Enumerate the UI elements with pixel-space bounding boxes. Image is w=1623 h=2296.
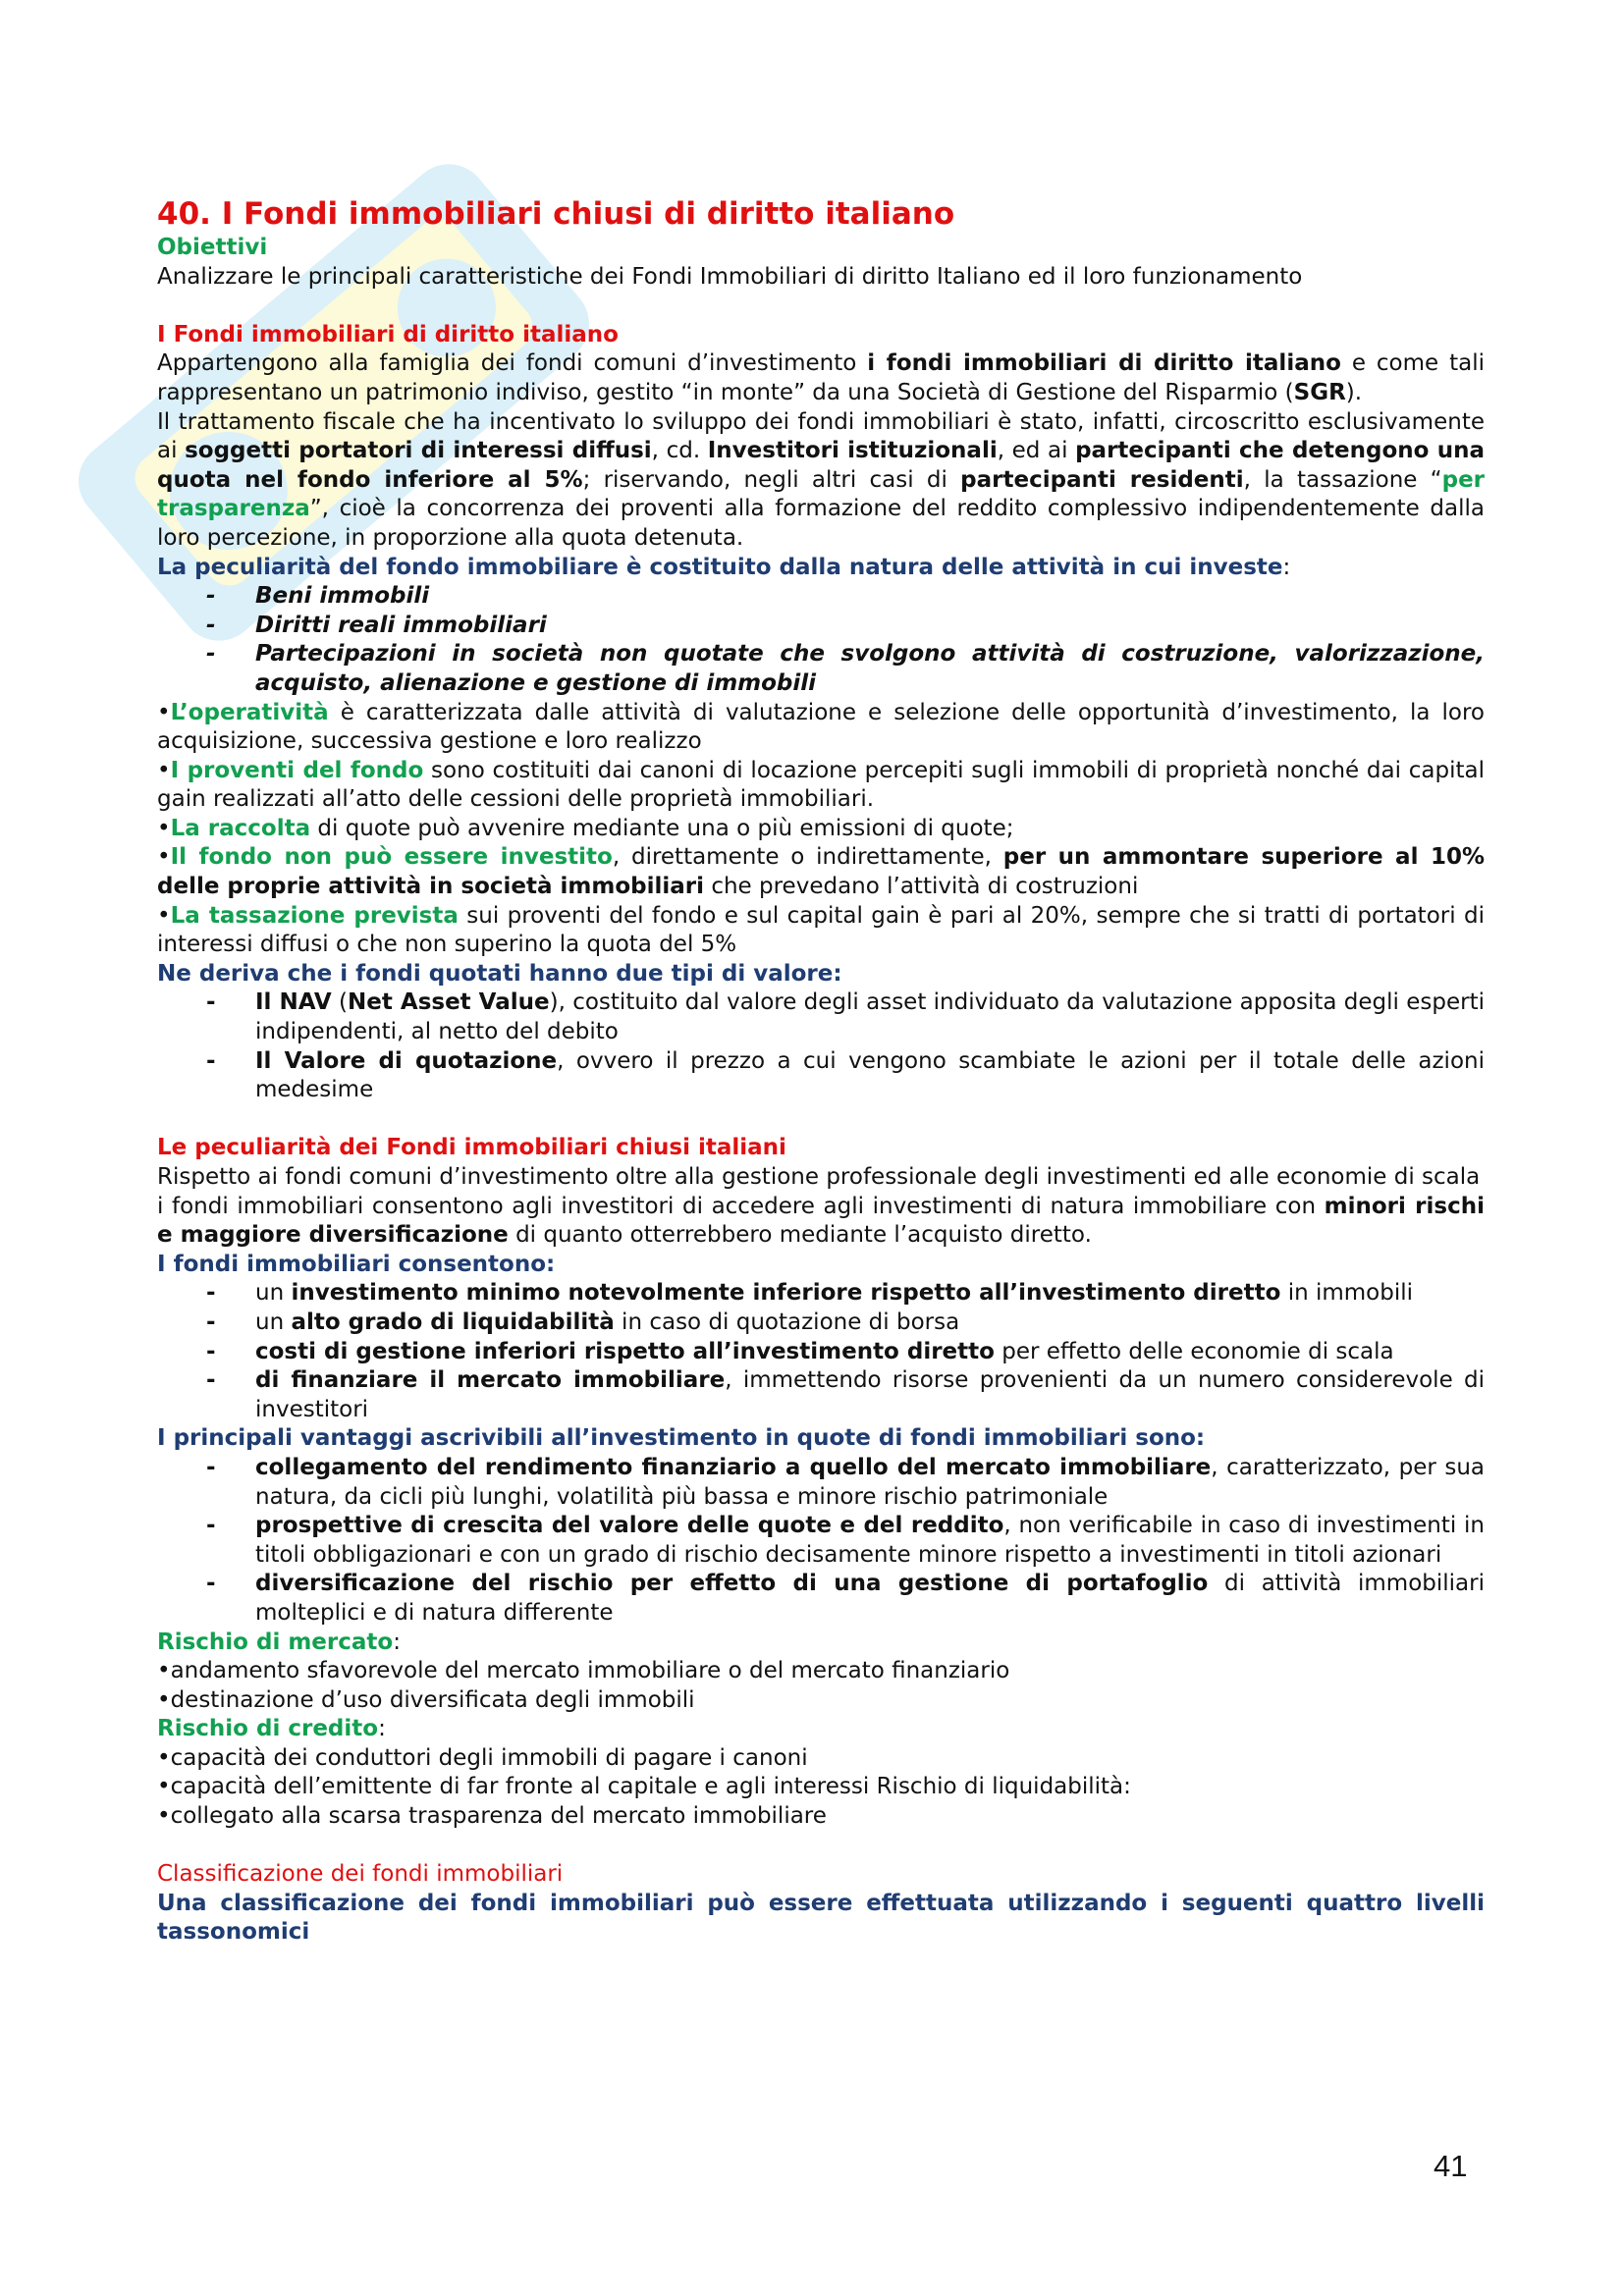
list-item: - Diritti reali immobiliari [255,612,1485,641]
list-item: • capacità dell’emittente di far fronte al capitale e agli interessi Rischio di liquidabilità: [157,1773,1485,1802]
list-item: - un investimento minimo notevolmente inferiore rispetto all’investimento diretto in immobili [255,1279,1485,1308]
investe-list [157,582,1485,698]
paragraph-fondi-intro: Appartengono alla famiglia dei fondi comuni d’investimento i fondi immobiliari di diritto italiano e come tali rappresentano un patrimonio indiviso, gestito “in monte” da una Società di Gestione del Risparmio (SGR). [157,350,1486,405]
section-heading-classificazione: Classificazione dei fondi immobiliari [157,1861,564,1888]
consentono-heading: I fondi immobiliari consentono: [157,1251,556,1277]
valori-list [157,988,1485,1104]
bullet-operativita: • L’operatività è caratterizzata dalle attività di valutazione e selezione delle opportunità d’investimento, la loro acquisizione, successiva gestione e loro realizzo [157,699,1485,757]
list-item: • destinazione d’uso diversificata degli immobili [157,1686,1485,1716]
rischio-mercato-heading: Rischio di mercato: [157,1629,401,1655]
vantaggi-heading: I principali vantaggi ascrivibili all’investimento in quote di fondi immobiliari sono: [157,1425,1206,1452]
list-item: - Il NAV (Net Asset Value), costituito dal valore degli asset individuato da valutazione apposita degli esperti indipendenti, al netto del debito [255,988,1485,1046]
list-item: - prospettive di crescita del valore delle quote e del reddito, non verificabile in caso di investimenti in titoli obbligazionari e con un grado di rischio decisamente minore rispetto a investimenti in titoli azionari [255,1512,1485,1570]
deriva-heading: Ne deriva che i fondi quotati hanno due tipi di valore: [157,960,842,987]
vantaggi-list [157,1454,1485,1629]
section-heading-peculiarita: Le peculiarità dei Fondi immobiliari chiusi italiani [157,1135,786,1161]
list-item: - un alto grado di liquidabilità in caso di quotazione di borsa [255,1308,1485,1338]
rischio-credito-heading: Rischio di credito: [157,1716,386,1742]
document-body [157,194,1485,1948]
bullet-proventi: • I proventi del fondo sono costituiti dai canoni di locazione percepiti sugli immobili di proprietà nonché dai capital gain realizzati all’atto delle cessioni delle proprietà immobiliari. [157,757,1485,815]
bullet-raccolta: • La raccolta di quote può avvenire mediante una o più emissioni di quote; [157,815,1485,844]
list-item: - costi di gestione inferiori rispetto all’investimento diretto per effetto delle economie di scala [255,1338,1485,1367]
list-item: - diversificazione del rischio per effetto di una gestione di portafoglio di attività immobiliari molteplici e di natura differente [255,1570,1485,1628]
paragraph-trattamento-fiscale: Il trattamento fiscale che ha incentivato lo sviluppo dei fondi immobiliari è stato, infatti, circoscritto esclusivamente ai soggetti portatori di interessi diffusi, cd. Investitori istituzionali, ed ai partecipanti che detengono una quota nel fondo inferiore al 5%; riservando, negli altri casi di partecipanti residenti, la tassazione “per trasparenza”, cioè la concorrenza dei proventi alla formazione del reddito complessivo indipendentemente dalla loro percezione, in proporzione alla quota detenuta. [157,408,1486,551]
list-item: • collegato alla scarsa trasparenza del mercato immobiliare [157,1802,1485,1832]
paragraph-rispetto: Rispetto ai fondi comuni d’investimento oltre alla gestione professionale degli investimenti ed alle economie di scala [157,1164,1481,1190]
list-item: - Partecipazioni in società non quotate che svolgono attività di costruzione, valorizzazione, acquisto, alienazione e gestione di immobili [255,640,1485,698]
list-item: • andamento sfavorevole del mercato immobiliare o del mercato finanziario [157,1657,1485,1686]
list-item: • capacità dei conduttori degli immobili di pagare i canoni [157,1744,1485,1774]
consentono-list [157,1279,1485,1424]
list-item: - di finanziare il mercato immobiliare, immettendo risorse provenienti da un numero considerevole di investitori [255,1366,1485,1424]
obiettivi-heading: Obiettivi [157,235,268,260]
page-title: 40. I Fondi immobiliari chiusi di diritto italiano [157,196,955,232]
bullet-investimento: • Il fondo non può essere investito, direttamente o indirettamente, per un ammontare superiore al 10% delle proprie attività in società immobiliari che prevedano l’attività di costruzioni [157,843,1485,901]
list-item: - Beni immobili [255,582,1485,612]
paragraph-consentono-accesso: i fondi immobiliari consentono agli investitori di accedere agli investimenti di natura immobiliare con minori rischi e maggiore diversificazione di quanto otterrebbero mediante l’acquisto diretto. [157,1193,1485,1249]
section-heading-fondi: I Fondi immobiliari di diritto italiano [157,321,619,347]
obiettivi-text: Analizzare le principali caratteristiche dei Fondi Immobiliari di diritto Italiano ed il loro funzionamento [157,263,1303,290]
peculiarita-line: La peculiarità del fondo immobiliare è costituito dalla natura delle attività in cui investe: [157,554,1291,580]
page-number: 41 [1434,2149,1468,2183]
list-item: - Il Valore di quotazione, ovvero il prezzo a cui vengono scambiate le azioni per il totale delle azioni medesime [255,1047,1485,1105]
classificazione-text: Una classificazione dei fondi immobiliari può essere effettuata utilizzando i seguenti quattro livelli tassonomici [157,1890,1485,1946]
bullet-tassazione: • La tassazione prevista sui proventi del fondo e sul capital gain è pari al 20%, sempre che si tratti di portatori di interessi diffusi o che non superino la quota del 5% [157,902,1485,960]
list-item: - collegamento del rendimento finanziario a quello del mercato immobiliare, caratterizzato, per sua natura, da cicli più lunghi, volatilità più bassa e minore rischio patrimoniale [255,1454,1485,1512]
